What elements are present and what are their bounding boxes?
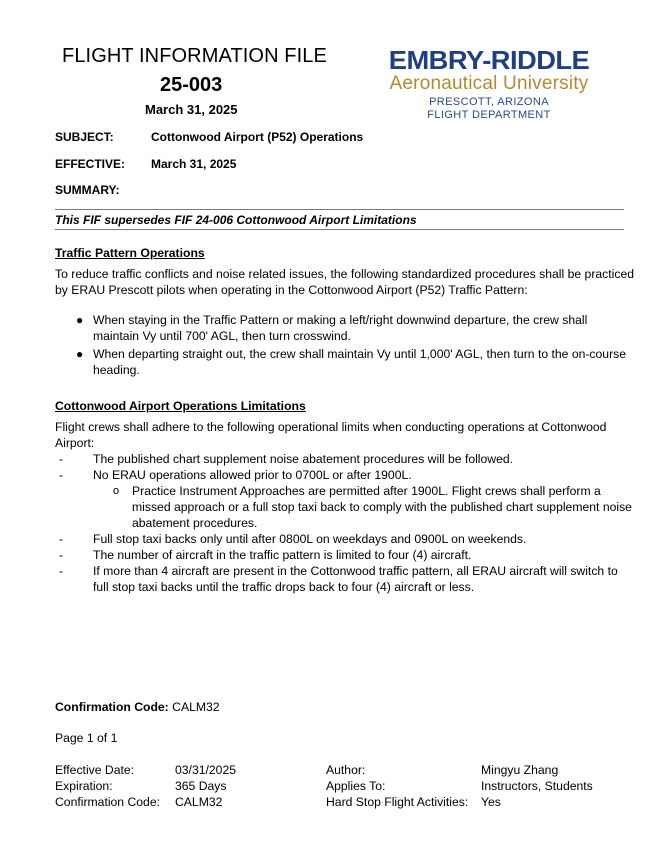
footer-info xyxy=(55,762,625,810)
logo-location: PRESCOTT, ARIZONA xyxy=(429,96,549,108)
list-item: - Full stop taxi backs only until after 0800L on weekdays and 0900L on weekends. xyxy=(59,532,527,546)
footer-row xyxy=(55,778,625,794)
confirmation-code xyxy=(55,700,220,714)
effective-value: March 31, 2025 xyxy=(151,157,237,171)
footer-hardstop-label: Hard Stop Flight Activities: xyxy=(326,795,469,809)
footer-applies-value: Instructors, Students xyxy=(481,779,593,793)
dash-icon: - xyxy=(59,468,64,482)
limitations-intro: Flight crews shall adhere to the following operational limits when conducting operations at Cottonwood Airport: xyxy=(55,420,607,450)
subject-label: SUBJECT: xyxy=(55,130,114,144)
limitations-section xyxy=(55,398,635,595)
list-item: - The published chart supplement noise abatement procedures will be followed. xyxy=(59,452,514,466)
list-item: - The number of aircraft in the traffic pattern is limited to four (4) aircraft. xyxy=(59,548,472,562)
bullet-icon: ● xyxy=(76,347,84,361)
summary-row xyxy=(55,183,151,197)
traffic-pattern-list xyxy=(55,312,635,378)
effective-row xyxy=(55,157,236,171)
supersedes-note: This FIF supersedes FIF 24-006 Cottonwood Airport Limitations xyxy=(55,213,417,227)
footer-effective-value: 03/31/2025 xyxy=(175,763,236,777)
dash-icon: - xyxy=(59,548,64,562)
subject-value: Cottonwood Airport (P52) Operations xyxy=(151,130,364,144)
effective-label: EFFECTIVE: xyxy=(55,157,126,171)
dash-icon: - xyxy=(59,452,64,466)
page-number: Page 1 of 1 xyxy=(55,731,118,745)
list-item: - No ERAU operations allowed prior to 0700L or after 1900L. o Practice Instrument Approaches are permitted after 1900L. Flight crews shall perform a missed approach or a full stop taxi back to comply with the published chart supplement noise abatement procedures. xyxy=(55,467,635,531)
document-number: 25-003 xyxy=(160,74,223,96)
document-title: FLIGHT INFORMATION FILE xyxy=(62,45,327,67)
document-date: March 31, 2025 xyxy=(145,102,238,117)
subject-row xyxy=(55,130,363,144)
logo-department: FLIGHT DEPARTMENT xyxy=(427,109,551,121)
bullet-icon: ● xyxy=(76,313,84,327)
logo-main-text: EMBRY-RIDDLE xyxy=(388,45,590,75)
limitations-sublist xyxy=(55,483,635,531)
circle-bullet-icon: o xyxy=(113,485,120,497)
summary-label: SUMMARY: xyxy=(55,183,120,197)
footer-confirmation-label: Confirmation Code: xyxy=(55,795,160,809)
footer-effective-label: Effective Date: xyxy=(55,763,135,777)
list-item: ● When staying in the Traffic Pattern or making a left/right downwind departure, the crew shall maintain Vy until 700' AGL, then turn crosswind. xyxy=(76,313,588,343)
footer-applies-label: Applies To: xyxy=(326,779,386,793)
dash-icon: - xyxy=(59,532,64,546)
footer-row xyxy=(55,762,625,778)
footer-author-value: Mingyu Zhang xyxy=(481,763,559,777)
footer-author-label: Author: xyxy=(326,763,366,777)
limitations-list xyxy=(55,451,635,595)
list-item: - If more than 4 aircraft are present in the Cottonwood traffic pattern, all ERAU aircraft will switch to full stop taxi backs until the traffic drops back to four (4) aircraft or less. xyxy=(59,564,618,594)
traffic-pattern-section xyxy=(55,245,635,380)
confirmation-value: CALM32 xyxy=(172,700,220,714)
list-item: o Practice Instrument Approaches are permitted after 1900L. Flight crews shall perform a missed approach or a full stop taxi back to comply with the published chart supplement noise abatement procedures. xyxy=(113,484,632,530)
traffic-pattern-heading: Traffic Pattern Operations xyxy=(55,246,205,260)
limitations-heading: Cottonwood Airport Operations Limitations xyxy=(55,399,306,413)
footer-expiration-label: Expiration: xyxy=(55,779,113,793)
footer-expiration-value: 365 Days xyxy=(175,779,227,793)
footer-confirmation-value: CALM32 xyxy=(175,795,223,809)
logo-sub-text: Aeronautical University xyxy=(389,73,589,94)
list-item: ● When departing straight out, the crew shall maintain Vy until 1,000' AGL, then turn to the on-course heading. xyxy=(76,347,627,377)
footer-hardstop-value: Yes xyxy=(481,795,501,809)
traffic-pattern-intro: To reduce traffic conflicts and noise related issues, the following standardized procedures shall be practiced by ERAU Prescott pilots when operating in the Cottonwood Airport (P52) Traffic Pattern: xyxy=(55,267,635,297)
university-logo xyxy=(368,47,610,122)
divider-bottom xyxy=(55,229,624,230)
confirmation-label: Confirmation Code: xyxy=(55,700,169,714)
divider-top xyxy=(55,209,624,210)
footer-row xyxy=(55,794,625,810)
dash-icon: - xyxy=(59,564,64,578)
